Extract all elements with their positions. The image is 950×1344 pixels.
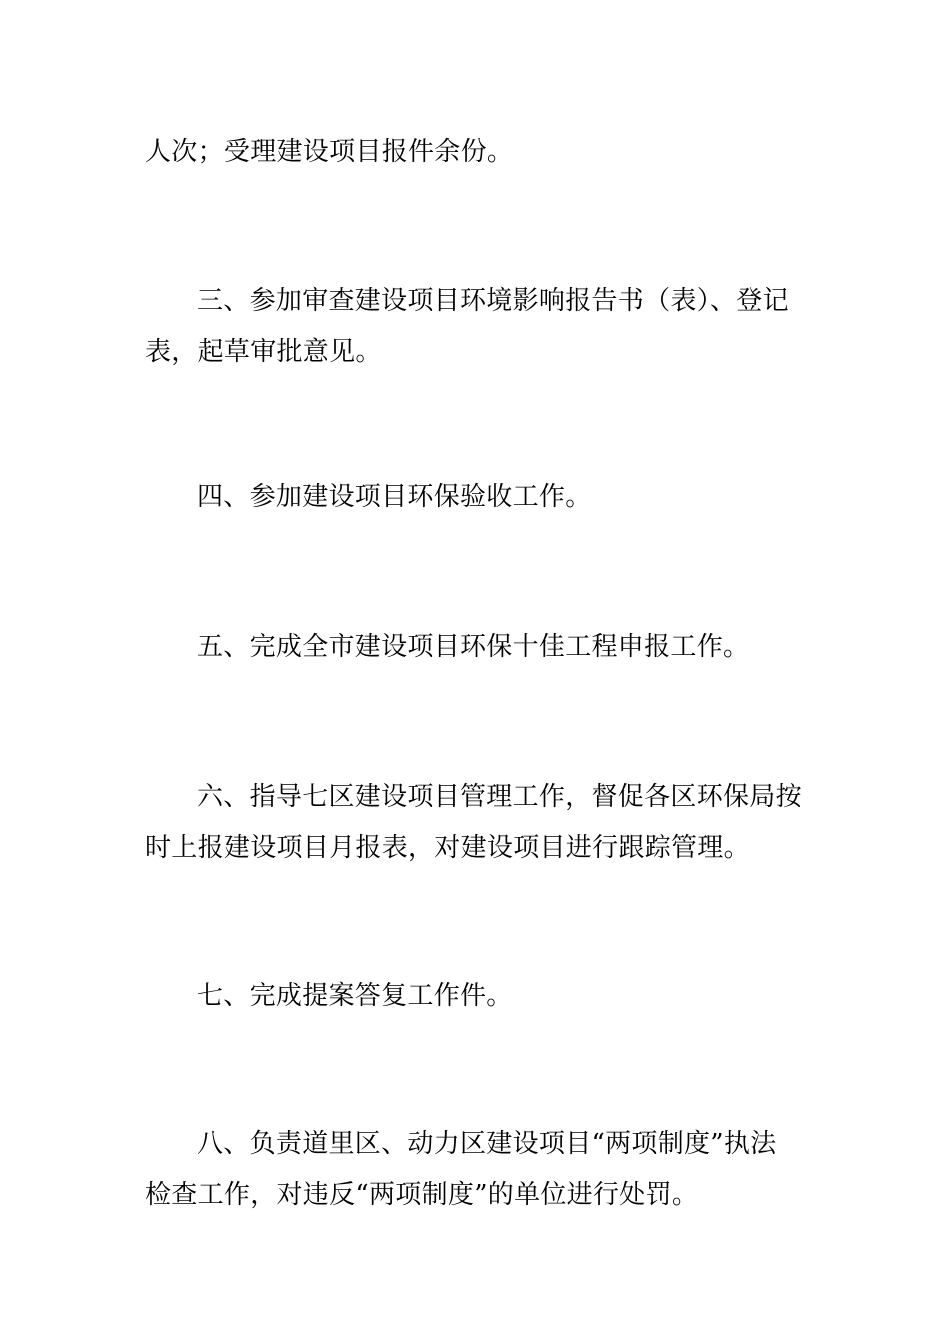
paragraph-line: 八、负责道里区、动力区建设项目“两项制度”执法 bbox=[197, 1129, 777, 1159]
paragraph-line: 三、参加审查建设项目环境影响报告书（表）、登记 bbox=[197, 286, 789, 316]
paragraph-5 bbox=[145, 772, 809, 874]
paragraph-7 bbox=[145, 1119, 809, 1221]
paragraph-1 bbox=[145, 127, 809, 178]
paragraph-line: 时上报建设项目月报表，对建设项目进行跟踪管理。 bbox=[145, 833, 750, 863]
paragraph-line: 六、指导七区建设项目管理工作，督促各区环保局按 bbox=[197, 782, 802, 812]
paragraph-6 bbox=[145, 971, 809, 1022]
paragraph-line: 表，起草审批意见。 bbox=[145, 337, 382, 367]
paragraph-3 bbox=[145, 472, 809, 523]
paragraph-line: 四、参加建设项目环保验收工作。 bbox=[197, 482, 592, 512]
paragraph-line: 人次；受理建设项目报件余份。 bbox=[145, 137, 514, 167]
paragraph-2 bbox=[145, 276, 809, 378]
paragraph-4 bbox=[145, 622, 809, 673]
paragraph-line: 五、完成全市建设项目环保十佳工程申报工作。 bbox=[197, 632, 750, 662]
paragraph-line: 七、完成提案答复工作件。 bbox=[197, 981, 513, 1011]
paragraph-line: 检查工作，对违反“两项制度”的单位进行处罚。 bbox=[145, 1180, 699, 1210]
